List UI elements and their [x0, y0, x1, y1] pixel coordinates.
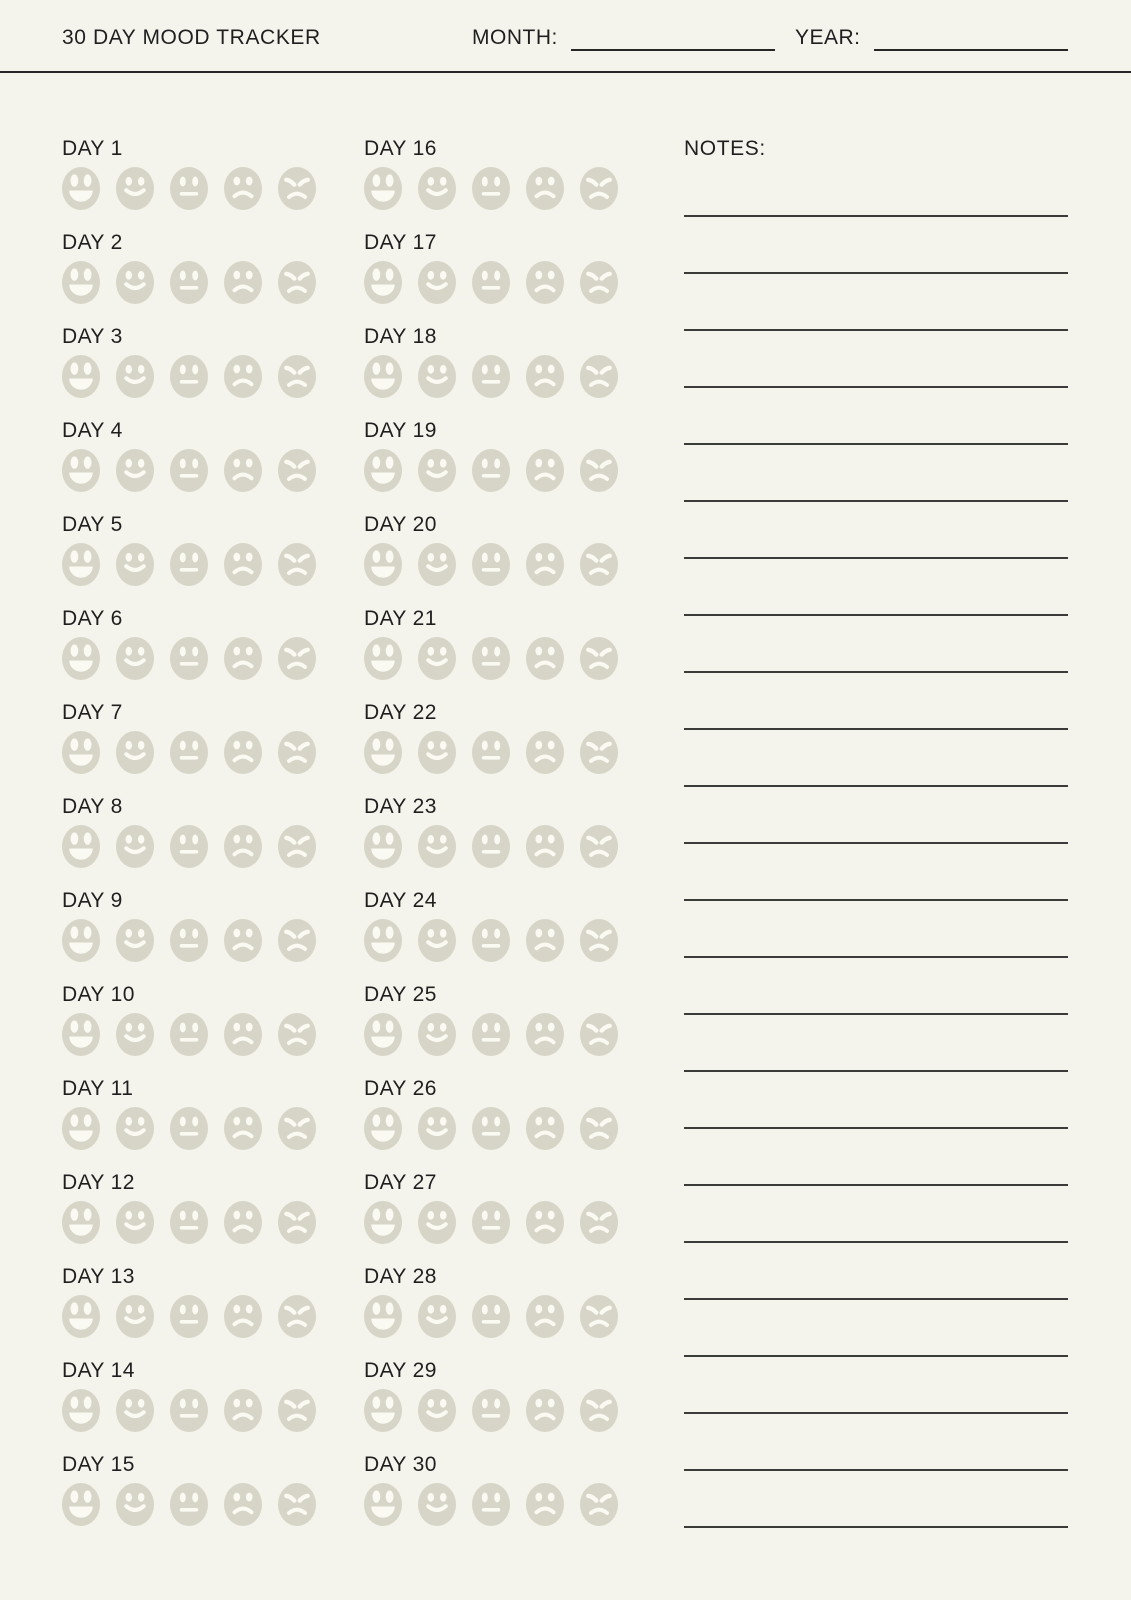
mood-neutral-icon[interactable] — [472, 543, 510, 586]
day-block — [364, 890, 618, 984]
note-line[interactable] — [684, 901, 1068, 958]
day-block — [62, 702, 316, 796]
mood-neutral-icon[interactable] — [472, 637, 510, 680]
day-label: DAY 8 — [62, 795, 123, 818]
day-block — [364, 514, 618, 608]
note-line[interactable] — [684, 730, 1068, 787]
mood-grinning-icon[interactable] — [62, 731, 100, 774]
mood-grinning-icon[interactable] — [364, 355, 402, 398]
mood-neutral-icon[interactable] — [472, 919, 510, 962]
note-line[interactable] — [684, 217, 1068, 274]
mood-grinning-icon[interactable] — [364, 637, 402, 680]
day-block — [62, 608, 316, 702]
mood-frowning-icon[interactable] — [526, 1483, 564, 1526]
mood-angry-icon[interactable] — [278, 1201, 316, 1244]
day-label: DAY 21 — [364, 607, 437, 630]
mood-neutral-icon[interactable] — [170, 1201, 208, 1244]
mood-neutral-icon[interactable] — [170, 825, 208, 868]
mood-neutral-icon[interactable] — [170, 167, 208, 210]
mood-grinning-icon[interactable] — [364, 825, 402, 868]
day-label: DAY 20 — [364, 513, 437, 536]
mood-smiling-icon[interactable] — [418, 731, 456, 774]
mood-angry-icon[interactable] — [278, 1295, 316, 1338]
mood-angry-icon[interactable] — [278, 919, 316, 962]
note-line[interactable] — [684, 1357, 1068, 1414]
mood-frowning-icon[interactable] — [224, 261, 262, 304]
mood-scale — [62, 731, 316, 774]
mood-frowning-icon[interactable] — [526, 543, 564, 586]
day-block — [62, 326, 316, 420]
mood-scale — [62, 355, 316, 398]
day-block — [62, 984, 316, 1078]
mood-frowning-icon[interactable] — [224, 919, 262, 962]
mood-neutral-icon[interactable] — [170, 731, 208, 774]
mood-neutral-icon[interactable] — [472, 1295, 510, 1338]
day-block — [62, 890, 316, 984]
mood-angry-icon[interactable] — [580, 261, 618, 304]
note-line[interactable] — [684, 445, 1068, 502]
day-block — [364, 1266, 618, 1360]
mood-grinning-icon[interactable] — [364, 1013, 402, 1056]
mood-scale — [364, 261, 618, 304]
mood-scale — [62, 637, 316, 680]
mood-scale — [364, 1107, 618, 1150]
mood-smiling-icon[interactable] — [116, 1107, 154, 1150]
day-block — [62, 232, 316, 326]
mood-smiling-icon[interactable] — [116, 637, 154, 680]
mood-frowning-icon[interactable] — [526, 355, 564, 398]
mood-frowning-icon[interactable] — [526, 261, 564, 304]
mood-scale — [364, 1483, 618, 1526]
mood-neutral-icon[interactable] — [170, 1013, 208, 1056]
day-label: DAY 15 — [62, 1453, 135, 1476]
mood-neutral-icon[interactable] — [170, 543, 208, 586]
mood-grinning-icon[interactable] — [364, 449, 402, 492]
mood-angry-icon[interactable] — [278, 1107, 316, 1150]
day-label: DAY 17 — [364, 231, 437, 254]
mood-neutral-icon[interactable] — [170, 919, 208, 962]
mood-angry-icon[interactable] — [580, 1389, 618, 1432]
day-block — [364, 1360, 618, 1454]
mood-neutral-icon[interactable] — [170, 1389, 208, 1432]
day-label: DAY 14 — [62, 1359, 135, 1382]
mood-smiling-icon[interactable] — [418, 1013, 456, 1056]
mood-angry-icon[interactable] — [580, 637, 618, 680]
day-label: DAY 6 — [62, 607, 123, 630]
mood-scale — [62, 167, 316, 210]
day-label: DAY 4 — [62, 419, 123, 442]
day-block — [62, 1360, 316, 1454]
mood-neutral-icon[interactable] — [472, 731, 510, 774]
mood-smiling-icon[interactable] — [116, 1389, 154, 1432]
mood-grinning-icon[interactable] — [364, 261, 402, 304]
mood-scale — [364, 1295, 618, 1338]
day-block — [62, 796, 316, 890]
mood-scale — [364, 543, 618, 586]
mood-scale — [62, 1013, 316, 1056]
mood-angry-icon[interactable] — [278, 167, 316, 210]
day-block — [364, 702, 618, 796]
day-block — [364, 1454, 618, 1548]
mood-frowning-icon[interactable] — [224, 449, 262, 492]
mood-scale — [364, 1201, 618, 1244]
mood-scale — [364, 731, 618, 774]
mood-angry-icon[interactable] — [580, 355, 618, 398]
mood-angry-icon[interactable] — [580, 1013, 618, 1056]
mood-grinning-icon[interactable] — [62, 1107, 100, 1150]
mood-scale — [62, 261, 316, 304]
mood-scale — [364, 1013, 618, 1056]
day-label: DAY 27 — [364, 1171, 437, 1194]
day-label: DAY 29 — [364, 1359, 437, 1382]
day-block — [364, 420, 618, 514]
mood-neutral-icon[interactable] — [472, 261, 510, 304]
days-column-1 — [62, 138, 316, 1548]
mood-frowning-icon[interactable] — [526, 637, 564, 680]
mood-smiling-icon[interactable] — [116, 731, 154, 774]
mood-grinning-icon[interactable] — [62, 1483, 100, 1526]
mood-grinning-icon[interactable] — [364, 1201, 402, 1244]
mood-angry-icon[interactable] — [278, 1389, 316, 1432]
mood-neutral-icon[interactable] — [170, 1107, 208, 1150]
mood-angry-icon[interactable] — [278, 1483, 316, 1526]
note-line[interactable] — [684, 844, 1068, 901]
day-label: DAY 26 — [364, 1077, 437, 1100]
mood-smiling-icon[interactable] — [418, 637, 456, 680]
mood-angry-icon[interactable] — [580, 1107, 618, 1150]
notes-label: NOTES: — [684, 137, 766, 160]
mood-smiling-icon[interactable] — [418, 1483, 456, 1526]
year-label: YEAR: — [795, 26, 861, 49]
mood-grinning-icon[interactable] — [364, 1107, 402, 1150]
mood-frowning-icon[interactable] — [224, 1013, 262, 1056]
mood-neutral-icon[interactable] — [170, 355, 208, 398]
day-label: DAY 10 — [62, 983, 135, 1006]
day-label: DAY 18 — [364, 325, 437, 348]
day-block — [62, 1454, 316, 1548]
mood-frowning-icon[interactable] — [526, 167, 564, 210]
mood-grinning-icon[interactable] — [62, 919, 100, 962]
note-line[interactable] — [684, 1414, 1068, 1471]
day-block — [62, 1266, 316, 1360]
mood-neutral-icon[interactable] — [472, 449, 510, 492]
mood-grinning-icon[interactable] — [364, 731, 402, 774]
day-label: DAY 2 — [62, 231, 123, 254]
mood-neutral-icon[interactable] — [472, 825, 510, 868]
mood-frowning-icon[interactable] — [526, 731, 564, 774]
mood-smiling-icon[interactable] — [116, 543, 154, 586]
mood-scale — [62, 1201, 316, 1244]
mood-scale — [62, 1107, 316, 1150]
year-input-line[interactable] — [874, 48, 1068, 51]
mood-frowning-icon[interactable] — [224, 167, 262, 210]
mood-smiling-icon[interactable] — [116, 1295, 154, 1338]
day-block — [364, 796, 618, 890]
day-label: DAY 7 — [62, 701, 123, 724]
mood-frowning-icon[interactable] — [526, 1013, 564, 1056]
day-label: DAY 19 — [364, 419, 437, 442]
mood-smiling-icon[interactable] — [418, 355, 456, 398]
mood-smiling-icon[interactable] — [418, 261, 456, 304]
day-block — [62, 138, 316, 232]
mood-neutral-icon[interactable] — [472, 1013, 510, 1056]
mood-frowning-icon[interactable] — [224, 731, 262, 774]
mood-scale — [62, 543, 316, 586]
note-line[interactable] — [684, 1015, 1068, 1072]
note-line[interactable] — [684, 1243, 1068, 1300]
note-line[interactable] — [684, 787, 1068, 844]
mood-grinning-icon[interactable] — [62, 1389, 100, 1432]
mood-grinning-icon[interactable] — [364, 543, 402, 586]
note-line[interactable] — [684, 274, 1068, 331]
mood-frowning-icon[interactable] — [526, 1201, 564, 1244]
mood-scale — [62, 1483, 316, 1526]
day-block — [364, 326, 618, 420]
mood-scale — [364, 355, 618, 398]
mood-frowning-icon[interactable] — [224, 1389, 262, 1432]
mood-neutral-icon[interactable] — [170, 1483, 208, 1526]
mood-neutral-icon[interactable] — [170, 449, 208, 492]
mood-scale — [62, 825, 316, 868]
month-input-line[interactable] — [571, 48, 775, 51]
mood-grinning-icon[interactable] — [364, 167, 402, 210]
mood-grinning-icon[interactable] — [364, 1389, 402, 1432]
mood-angry-icon[interactable] — [580, 1483, 618, 1526]
mood-smiling-icon[interactable] — [418, 1295, 456, 1338]
month-field — [472, 26, 775, 51]
mood-smiling-icon[interactable] — [116, 261, 154, 304]
mood-angry-icon[interactable] — [278, 261, 316, 304]
mood-smiling-icon[interactable] — [116, 449, 154, 492]
mood-scale — [62, 449, 316, 492]
mood-angry-icon[interactable] — [278, 449, 316, 492]
mood-scale — [62, 1295, 316, 1338]
mood-frowning-icon[interactable] — [224, 637, 262, 680]
mood-frowning-icon[interactable] — [224, 1295, 262, 1338]
notes-lines — [684, 160, 1068, 1528]
day-block — [62, 514, 316, 608]
notes-section — [684, 138, 1068, 1528]
mood-neutral-icon[interactable] — [472, 1201, 510, 1244]
day-label: DAY 9 — [62, 889, 123, 912]
mood-scale — [364, 825, 618, 868]
day-label: DAY 28 — [364, 1265, 437, 1288]
header — [0, 0, 1131, 73]
mood-grinning-icon[interactable] — [364, 1295, 402, 1338]
mood-scale — [62, 919, 316, 962]
mood-scale — [364, 167, 618, 210]
mood-scale — [364, 449, 618, 492]
mood-grinning-icon[interactable] — [62, 825, 100, 868]
mood-angry-icon[interactable] — [278, 355, 316, 398]
mood-smiling-icon[interactable] — [116, 167, 154, 210]
note-line[interactable] — [684, 331, 1068, 388]
mood-angry-icon[interactable] — [278, 637, 316, 680]
mood-frowning-icon[interactable] — [224, 543, 262, 586]
mood-angry-icon[interactable] — [278, 543, 316, 586]
mood-angry-icon[interactable] — [580, 919, 618, 962]
mood-smiling-icon[interactable] — [418, 543, 456, 586]
day-block — [62, 1078, 316, 1172]
mood-grinning-icon[interactable] — [62, 355, 100, 398]
note-line[interactable] — [684, 673, 1068, 730]
day-label: DAY 25 — [364, 983, 437, 1006]
mood-neutral-icon[interactable] — [170, 1295, 208, 1338]
note-line[interactable] — [684, 1129, 1068, 1186]
note-line[interactable] — [684, 559, 1068, 616]
mood-angry-icon[interactable] — [580, 1295, 618, 1338]
note-line[interactable] — [684, 160, 1068, 217]
day-label: DAY 16 — [364, 137, 437, 160]
page-title: 30 DAY MOOD TRACKER — [62, 26, 321, 49]
mood-scale — [364, 637, 618, 680]
day-label: DAY 22 — [364, 701, 437, 724]
note-line[interactable] — [684, 1186, 1068, 1243]
mood-grinning-icon[interactable] — [62, 167, 100, 210]
mood-scale — [62, 1389, 316, 1432]
day-label: DAY 1 — [62, 137, 123, 160]
note-line[interactable] — [684, 958, 1068, 1015]
day-block — [364, 232, 618, 326]
day-label: DAY 12 — [62, 1171, 135, 1194]
mood-frowning-icon[interactable] — [224, 1107, 262, 1150]
mood-angry-icon[interactable] — [580, 449, 618, 492]
mood-angry-icon[interactable] — [580, 1201, 618, 1244]
day-label: DAY 23 — [364, 795, 437, 818]
mood-smiling-icon[interactable] — [116, 825, 154, 868]
mood-smiling-icon[interactable] — [116, 355, 154, 398]
mood-smiling-icon[interactable] — [116, 1201, 154, 1244]
mood-grinning-icon[interactable] — [62, 637, 100, 680]
day-block — [364, 1172, 618, 1266]
mood-neutral-icon[interactable] — [170, 261, 208, 304]
mood-smiling-icon[interactable] — [418, 1201, 456, 1244]
day-block — [364, 984, 618, 1078]
mood-smiling-icon[interactable] — [418, 825, 456, 868]
mood-angry-icon[interactable] — [278, 825, 316, 868]
day-block — [364, 1078, 618, 1172]
note-line[interactable] — [684, 616, 1068, 673]
mood-grinning-icon[interactable] — [62, 261, 100, 304]
mood-neutral-icon[interactable] — [472, 1483, 510, 1526]
mood-frowning-icon[interactable] — [224, 355, 262, 398]
mood-frowning-icon[interactable] — [224, 825, 262, 868]
mood-neutral-icon[interactable] — [472, 167, 510, 210]
mood-neutral-icon[interactable] — [472, 1107, 510, 1150]
day-label: DAY 30 — [364, 1453, 437, 1476]
month-label: MONTH: — [472, 26, 558, 49]
mood-angry-icon[interactable] — [580, 167, 618, 210]
mood-grinning-icon[interactable] — [364, 919, 402, 962]
day-label: DAY 24 — [364, 889, 437, 912]
day-block — [62, 1172, 316, 1266]
mood-frowning-icon[interactable] — [526, 919, 564, 962]
day-label: DAY 5 — [62, 513, 123, 536]
day-label: DAY 11 — [62, 1077, 134, 1100]
mood-scale — [364, 919, 618, 962]
year-field — [795, 26, 1068, 51]
mood-grinning-icon[interactable] — [62, 543, 100, 586]
days-column-2 — [364, 138, 618, 1548]
mood-angry-icon[interactable] — [278, 731, 316, 774]
note-line[interactable] — [684, 1072, 1068, 1129]
mood-grinning-icon[interactable] — [62, 1295, 100, 1338]
note-line[interactable] — [684, 388, 1068, 445]
mood-smiling-icon[interactable] — [418, 167, 456, 210]
mood-smiling-icon[interactable] — [116, 919, 154, 962]
mood-grinning-icon[interactable] — [62, 1201, 100, 1244]
day-block — [364, 138, 618, 232]
day-label: DAY 13 — [62, 1265, 135, 1288]
mood-smiling-icon[interactable] — [418, 1389, 456, 1432]
mood-angry-icon[interactable] — [580, 543, 618, 586]
mood-frowning-icon[interactable] — [526, 1295, 564, 1338]
mood-grinning-icon[interactable] — [364, 1483, 402, 1526]
day-block — [364, 608, 618, 702]
mood-frowning-icon[interactable] — [224, 1483, 262, 1526]
mood-angry-icon[interactable] — [278, 1013, 316, 1056]
mood-frowning-icon[interactable] — [526, 1389, 564, 1432]
mood-frowning-icon[interactable] — [526, 825, 564, 868]
mood-grinning-icon[interactable] — [62, 449, 100, 492]
mood-angry-icon[interactable] — [580, 825, 618, 868]
day-label: DAY 3 — [62, 325, 123, 348]
mood-neutral-icon[interactable] — [472, 355, 510, 398]
mood-angry-icon[interactable] — [580, 731, 618, 774]
note-line[interactable] — [684, 1300, 1068, 1357]
mood-smiling-icon[interactable] — [418, 1107, 456, 1150]
mood-frowning-icon[interactable] — [526, 1107, 564, 1150]
mood-smiling-icon[interactable] — [418, 919, 456, 962]
day-block — [62, 420, 316, 514]
mood-smiling-icon[interactable] — [418, 449, 456, 492]
mood-smiling-icon[interactable] — [116, 1483, 154, 1526]
mood-neutral-icon[interactable] — [472, 1389, 510, 1432]
mood-frowning-icon[interactable] — [224, 1201, 262, 1244]
mood-neutral-icon[interactable] — [170, 637, 208, 680]
mood-scale — [364, 1389, 618, 1432]
note-line[interactable] — [684, 1471, 1068, 1528]
mood-smiling-icon[interactable] — [116, 1013, 154, 1056]
mood-grinning-icon[interactable] — [62, 1013, 100, 1056]
mood-frowning-icon[interactable] — [526, 449, 564, 492]
note-line[interactable] — [684, 502, 1068, 559]
